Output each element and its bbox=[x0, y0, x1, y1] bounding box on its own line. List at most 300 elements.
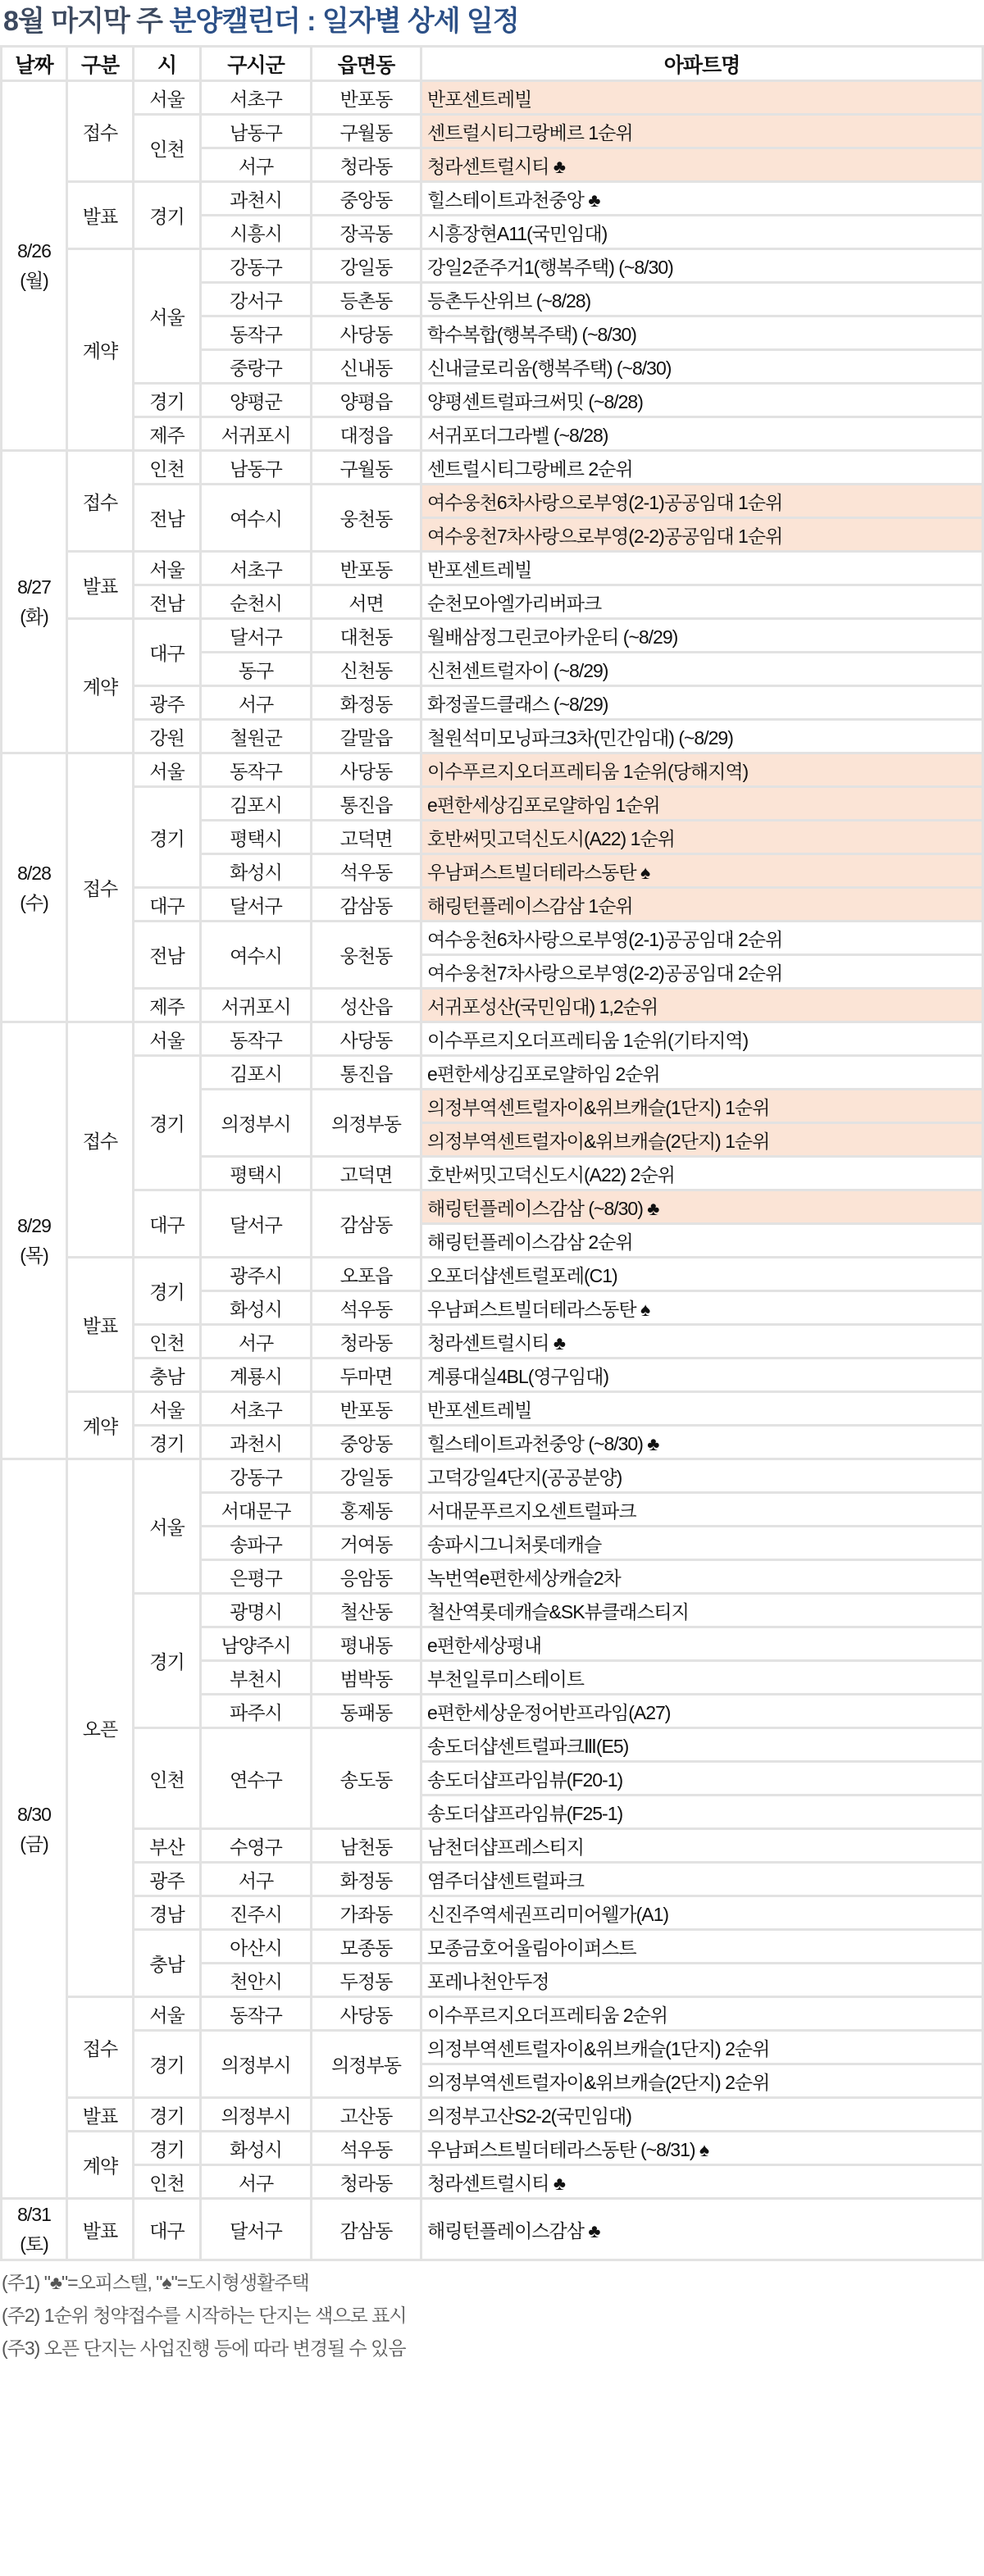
table-row bbox=[2, 1728, 983, 1762]
apartment-cell: 의정부역센트럴자이&위브캐슬(1단지) 1순위 bbox=[421, 1090, 983, 1123]
type-cell: 계약 bbox=[67, 249, 134, 451]
gu-cell: 계룡시 bbox=[201, 1359, 312, 1392]
dong-cell: 대정읍 bbox=[312, 417, 421, 451]
gu-cell: 김포시 bbox=[201, 1056, 312, 1090]
apartment-cell: 여수웅천7차사랑으로부영(2-2)공공임대 1순위 bbox=[421, 518, 983, 552]
table-row bbox=[2, 384, 983, 417]
type-cell: 접수 bbox=[67, 451, 134, 552]
dong-cell: 동패동 bbox=[312, 1695, 421, 1728]
si-cell: 부산 bbox=[134, 1829, 201, 1863]
apartment-cell: 여수웅천6차사랑으로부영(2-1)공공임대 1순위 bbox=[421, 485, 983, 518]
table-row bbox=[2, 1459, 983, 1493]
gu-cell: 남동구 bbox=[201, 115, 312, 148]
dong-cell: 구월동 bbox=[312, 451, 421, 485]
dong-cell: 석우동 bbox=[312, 854, 421, 888]
apartment-cell: 반포센트레빌 bbox=[421, 552, 983, 585]
apartment-cell: 송도더샵센트럴파크Ⅲ(E5) bbox=[421, 1728, 983, 1762]
apartment-cell: 순천모아엘가리버파크 bbox=[421, 585, 983, 619]
si-cell: 대구 bbox=[134, 888, 201, 922]
apartment-cell: 반포센트레빌 bbox=[421, 1392, 983, 1426]
si-cell: 서울 bbox=[134, 1392, 201, 1426]
header-gu: 구시군 bbox=[201, 47, 312, 81]
table-row bbox=[2, 1997, 983, 2031]
footnotes bbox=[0, 2261, 984, 2364]
gu-cell: 달서구 bbox=[201, 619, 312, 653]
gu-cell: 아산시 bbox=[201, 1930, 312, 1964]
table-row bbox=[2, 720, 983, 753]
si-cell: 대구 bbox=[134, 619, 201, 686]
gu-cell: 김포시 bbox=[201, 787, 312, 821]
apartment-cell: 신천센트럴자이 (~8/29) bbox=[421, 653, 983, 686]
gu-cell: 평택시 bbox=[201, 821, 312, 854]
dong-cell: 오포읍 bbox=[312, 1258, 421, 1291]
si-cell: 경기 bbox=[134, 182, 201, 249]
gu-cell: 강동구 bbox=[201, 1459, 312, 1493]
dong-cell: 사당동 bbox=[312, 753, 421, 787]
gu-cell: 의정부시 bbox=[201, 2098, 312, 2132]
dong-cell: 감삼동 bbox=[312, 2199, 421, 2260]
date-cell bbox=[2, 1022, 67, 1459]
apartment-cell: 이수푸르지오더프레티움 1순위(당해지역) bbox=[421, 753, 983, 787]
dong-cell: 의정부동 bbox=[312, 2031, 421, 2098]
apartment-cell: 염주더샵센트럴파크 bbox=[421, 1863, 983, 1896]
gu-cell: 서구 bbox=[201, 1325, 312, 1359]
apartment-cell: 남천더샵프레스티지 bbox=[421, 1829, 983, 1863]
type-cell: 접수 bbox=[67, 1022, 134, 1258]
si-cell: 제주 bbox=[134, 417, 201, 451]
date-cell bbox=[2, 451, 67, 753]
si-cell: 대구 bbox=[134, 1190, 201, 1258]
date-value: 8/27 bbox=[17, 576, 51, 598]
header-si: 시 bbox=[134, 47, 201, 81]
apartment-cell: 월배삼정그린코아카운티 (~8/29) bbox=[421, 619, 983, 653]
dong-cell: 신천동 bbox=[312, 653, 421, 686]
type-cell: 발표 bbox=[67, 2199, 134, 2260]
si-cell: 전남 bbox=[134, 485, 201, 552]
table-row bbox=[2, 787, 983, 821]
apartment-cell: 서귀포성산(국민임대) 1,2순위 bbox=[421, 989, 983, 1022]
type-cell: 계약 bbox=[67, 1392, 134, 1459]
dong-cell: 화정동 bbox=[312, 1863, 421, 1896]
apartment-cell: 송도더샵프라임뷰(F20-1) bbox=[421, 1762, 983, 1795]
dong-cell: 감삼동 bbox=[312, 1190, 421, 1258]
date-value: 8/31 bbox=[17, 2204, 51, 2225]
si-cell: 대구 bbox=[134, 2199, 201, 2260]
apartment-cell: 서대문푸르지오센트럴파크 bbox=[421, 1493, 983, 1527]
dong-cell: 신내동 bbox=[312, 350, 421, 384]
si-cell: 충남 bbox=[134, 1930, 201, 1997]
si-cell: 서울 bbox=[134, 249, 201, 384]
date-weekday: (화) bbox=[20, 606, 48, 627]
gu-cell: 과천시 bbox=[201, 182, 312, 216]
apartment-cell: 포레나천안두정 bbox=[421, 1964, 983, 1997]
date-weekday: (금) bbox=[20, 1832, 48, 1855]
type-cell: 발표 bbox=[67, 1258, 134, 1392]
dong-cell: 청라동 bbox=[312, 1325, 421, 1359]
apartment-cell: 여수웅천6차사랑으로부영(2-1)공공임대 2순위 bbox=[421, 922, 983, 955]
gu-cell: 송파구 bbox=[201, 1527, 312, 1560]
table-row bbox=[2, 619, 983, 653]
date-weekday: (수) bbox=[20, 891, 48, 913]
si-cell: 경남 bbox=[134, 1896, 201, 1930]
dong-cell: 청라동 bbox=[312, 2165, 421, 2199]
table-row bbox=[2, 417, 983, 451]
si-cell: 전남 bbox=[134, 585, 201, 619]
apartment-cell: 청라센트럴시티 ♣ bbox=[421, 2165, 983, 2199]
footnote: (주2) 1순위 청약접수를 시작하는 단지는 색으로 표시 bbox=[2, 2305, 407, 2326]
apartment-cell: 등촌두산위브 (~8/28) bbox=[421, 283, 983, 316]
type-cell: 발표 bbox=[67, 2098, 134, 2132]
table-row bbox=[2, 1190, 983, 1224]
table-row bbox=[2, 2098, 983, 2132]
dong-cell: 등촌동 bbox=[312, 283, 421, 316]
gu-cell: 서초구 bbox=[201, 1392, 312, 1426]
table-header-row bbox=[2, 47, 983, 81]
apartment-cell: 힐스테이트과천중앙 ♣ bbox=[421, 182, 983, 216]
gu-cell: 화성시 bbox=[201, 854, 312, 888]
si-cell: 서울 bbox=[134, 1022, 201, 1056]
table-row bbox=[2, 249, 983, 283]
apartment-cell: 철산역롯데캐슬&SK뷰클래스티지 bbox=[421, 1594, 983, 1627]
dong-cell: 장곡동 bbox=[312, 216, 421, 249]
date-value: 8/29 bbox=[17, 1215, 51, 1236]
table-row bbox=[2, 922, 983, 955]
dong-cell: 반포동 bbox=[312, 552, 421, 585]
dong-cell: 화정동 bbox=[312, 686, 421, 720]
apartment-cell: 강일2준주거1(행복주택) (~8/30) bbox=[421, 249, 983, 283]
table-row bbox=[2, 115, 983, 148]
dong-cell: 고덕면 bbox=[312, 1157, 421, 1190]
apartment-cell: 계룡대실4BL(영구임대) bbox=[421, 1359, 983, 1392]
gu-cell: 달서구 bbox=[201, 1190, 312, 1258]
table-row bbox=[2, 451, 983, 485]
schedule-table bbox=[0, 45, 984, 2261]
dong-cell: 반포동 bbox=[312, 1392, 421, 1426]
gu-cell: 중랑구 bbox=[201, 350, 312, 384]
gu-cell: 동작구 bbox=[201, 316, 312, 350]
dong-cell: 평내동 bbox=[312, 1627, 421, 1661]
dong-cell: 서면 bbox=[312, 585, 421, 619]
si-cell: 인천 bbox=[134, 2165, 201, 2199]
gu-cell: 시흥시 bbox=[201, 216, 312, 249]
date-value: 8/28 bbox=[17, 862, 51, 884]
page-title-main: 분양캘린더 : 일자별 상세 일정 bbox=[169, 6, 519, 37]
gu-cell: 수영구 bbox=[201, 1829, 312, 1863]
gu-cell: 은평구 bbox=[201, 1560, 312, 1594]
gu-cell: 연수구 bbox=[201, 1728, 312, 1829]
apartment-cell: 우남퍼스트빌더테라스동탄 ♠ bbox=[421, 854, 983, 888]
table-row bbox=[2, 1829, 983, 1863]
table-row bbox=[2, 1594, 983, 1627]
apartment-cell: 해링턴플레이스감삼 2순위 bbox=[421, 1224, 983, 1258]
si-cell: 경기 bbox=[134, 787, 201, 888]
dong-cell: 반포동 bbox=[312, 81, 421, 115]
si-cell: 경기 bbox=[134, 1056, 201, 1190]
date-weekday: (월) bbox=[20, 270, 48, 291]
apartment-cell: 청라센트럴시티 ♣ bbox=[421, 148, 983, 182]
table-row bbox=[2, 552, 983, 585]
table-row bbox=[2, 888, 983, 922]
dong-cell: 석우동 bbox=[312, 1291, 421, 1325]
dong-cell: 사당동 bbox=[312, 1997, 421, 2031]
dong-cell: 양평읍 bbox=[312, 384, 421, 417]
apartment-cell: 센트럴시티그랑베르 2순위 bbox=[421, 451, 983, 485]
apartment-cell: 이수푸르지오더프레티움 2순위 bbox=[421, 1997, 983, 2031]
apartment-cell: 해링턴플레이스감삼 (~8/30) ♣ bbox=[421, 1190, 983, 1224]
table-row bbox=[2, 753, 983, 787]
apartment-cell: 서귀포더그라벨 (~8/28) bbox=[421, 417, 983, 451]
gu-cell: 서초구 bbox=[201, 81, 312, 115]
gu-cell: 광주시 bbox=[201, 1258, 312, 1291]
date-value: 8/26 bbox=[17, 240, 51, 262]
table-row bbox=[2, 2165, 983, 2199]
gu-cell: 달서구 bbox=[201, 888, 312, 922]
type-cell: 계약 bbox=[67, 619, 134, 753]
gu-cell: 부천시 bbox=[201, 1661, 312, 1695]
apartment-cell: 호반써밋고덕신도시(A22) 2순위 bbox=[421, 1157, 983, 1190]
table-row bbox=[2, 1258, 983, 1291]
table-row bbox=[2, 1056, 983, 1090]
gu-cell: 남동구 bbox=[201, 451, 312, 485]
table-row bbox=[2, 81, 983, 115]
gu-cell: 서귀포시 bbox=[201, 989, 312, 1022]
apartment-cell: 녹번역e편한세상캐슬2차 bbox=[421, 1560, 983, 1594]
dong-cell: 통진읍 bbox=[312, 787, 421, 821]
table-row bbox=[2, 1863, 983, 1896]
si-cell: 인천 bbox=[134, 451, 201, 485]
apartment-cell: 청라센트럴시티 ♣ bbox=[421, 1325, 983, 1359]
gu-cell: 동구 bbox=[201, 653, 312, 686]
date-cell bbox=[2, 81, 67, 451]
dong-cell: 청라동 bbox=[312, 148, 421, 182]
apartment-cell: 센트럴시티그랑베르 1순위 bbox=[421, 115, 983, 148]
gu-cell: 서귀포시 bbox=[201, 417, 312, 451]
apartment-cell: 오포더샵센트럴포레(C1) bbox=[421, 1258, 983, 1291]
apartment-cell: 신내글로리움(행복주택) (~8/30) bbox=[421, 350, 983, 384]
dong-cell: 대천동 bbox=[312, 619, 421, 653]
apartment-cell: 시흥장현A11(국민임대) bbox=[421, 216, 983, 249]
table-row bbox=[2, 1426, 983, 1459]
dong-cell: 사당동 bbox=[312, 316, 421, 350]
apartment-cell: 신진주역세권프리미어웰가(A1) bbox=[421, 1896, 983, 1930]
si-cell: 경기 bbox=[134, 1594, 201, 1728]
table-row bbox=[2, 2031, 983, 2064]
apartment-cell: 학수복합(행복주택) (~8/30) bbox=[421, 316, 983, 350]
apartment-cell: 이수푸르지오더프레티움 1순위(기타지역) bbox=[421, 1022, 983, 1056]
footnote: (주1) "♣"=오피스텔, "♠"=도시형생활주택 bbox=[2, 2272, 309, 2293]
apartment-cell: 힐스테이트과천중앙 (~8/30) ♣ bbox=[421, 1426, 983, 1459]
dong-cell: 웅천동 bbox=[312, 485, 421, 552]
header-dong: 읍면동 bbox=[312, 47, 421, 81]
gu-cell: 서구 bbox=[201, 1863, 312, 1896]
apartment-cell: 반포센트레빌 bbox=[421, 81, 983, 115]
si-cell: 광주 bbox=[134, 1863, 201, 1896]
apartment-cell: 모종금호어울림아이퍼스트 bbox=[421, 1930, 983, 1964]
dong-cell: 의정부동 bbox=[312, 1090, 421, 1157]
dong-cell: 중앙동 bbox=[312, 1426, 421, 1459]
table-body bbox=[2, 81, 983, 2260]
type-cell: 접수 bbox=[67, 1997, 134, 2098]
si-cell: 전남 bbox=[134, 922, 201, 989]
apartment-cell: 의정부역센트럴자이&위브캐슬(2단지) 2순위 bbox=[421, 2064, 983, 2098]
table-row bbox=[2, 182, 983, 216]
gu-cell: 남양주시 bbox=[201, 1627, 312, 1661]
gu-cell: 양평군 bbox=[201, 384, 312, 417]
table-row bbox=[2, 1392, 983, 1426]
apartment-cell: 고덕강일4단지(공공분양) bbox=[421, 1459, 983, 1493]
dong-cell: 범박동 bbox=[312, 1661, 421, 1695]
dong-cell: 거여동 bbox=[312, 1527, 421, 1560]
si-cell: 강원 bbox=[134, 720, 201, 753]
header-date: 날짜 bbox=[2, 47, 67, 81]
dong-cell: 구월동 bbox=[312, 115, 421, 148]
dong-cell: 성산읍 bbox=[312, 989, 421, 1022]
gu-cell: 여수시 bbox=[201, 922, 312, 989]
dong-cell: 갈말읍 bbox=[312, 720, 421, 753]
dong-cell: 웅천동 bbox=[312, 922, 421, 989]
page-title bbox=[0, 0, 984, 45]
si-cell: 서울 bbox=[134, 1997, 201, 2031]
gu-cell: 동작구 bbox=[201, 1997, 312, 2031]
gu-cell: 동작구 bbox=[201, 1022, 312, 1056]
si-cell: 인천 bbox=[134, 115, 201, 182]
apartment-cell: 여수웅천7차사랑으로부영(2-2)공공임대 2순위 bbox=[421, 955, 983, 989]
gu-cell: 철원군 bbox=[201, 720, 312, 753]
type-cell: 발표 bbox=[67, 182, 134, 249]
gu-cell: 강동구 bbox=[201, 249, 312, 283]
si-cell: 경기 bbox=[134, 384, 201, 417]
gu-cell: 과천시 bbox=[201, 1426, 312, 1459]
type-cell: 계약 bbox=[67, 2132, 134, 2199]
si-cell: 경기 bbox=[134, 2132, 201, 2165]
table-row bbox=[2, 485, 983, 518]
gu-cell: 화성시 bbox=[201, 1291, 312, 1325]
dong-cell: 송도동 bbox=[312, 1728, 421, 1829]
gu-cell: 서초구 bbox=[201, 552, 312, 585]
apartment-cell: e편한세상김포로얄하임 1순위 bbox=[421, 787, 983, 821]
dong-cell: 가좌동 bbox=[312, 1896, 421, 1930]
header-apartment: 아파트명 bbox=[421, 47, 983, 81]
page-title-week: 8월 마지막 주 bbox=[3, 6, 170, 37]
dong-cell: 감삼동 bbox=[312, 888, 421, 922]
apartment-cell: 송도더샵프라임뷰(F25-1) bbox=[421, 1795, 983, 1829]
date-value: 8/30 bbox=[17, 1803, 51, 1825]
gu-cell: 광명시 bbox=[201, 1594, 312, 1627]
dong-cell: 강일동 bbox=[312, 1459, 421, 1493]
gu-cell: 서구 bbox=[201, 2165, 312, 2199]
apartment-cell: e편한세상평내 bbox=[421, 1627, 983, 1661]
dong-cell: 모종동 bbox=[312, 1930, 421, 1964]
apartment-cell: 해링턴플레이스감삼 1순위 bbox=[421, 888, 983, 922]
date-weekday: (목) bbox=[20, 1245, 48, 1266]
date-weekday: (토) bbox=[20, 2233, 48, 2255]
dong-cell: 통진읍 bbox=[312, 1056, 421, 1090]
si-cell: 경기 bbox=[134, 1258, 201, 1325]
gu-cell: 파주시 bbox=[201, 1695, 312, 1728]
apartment-cell: 우남퍼스트빌더테라스동탄 (~8/31) ♠ bbox=[421, 2132, 983, 2165]
apartment-cell: 우남퍼스트빌더테라스동탄 ♠ bbox=[421, 1291, 983, 1325]
si-cell: 경기 bbox=[134, 2031, 201, 2098]
dong-cell: 두마면 bbox=[312, 1359, 421, 1392]
gu-cell: 서대문구 bbox=[201, 1493, 312, 1527]
date-cell bbox=[2, 2199, 67, 2260]
apartment-cell: 의정부역센트럴자이&위브캐슬(2단지) 1순위 bbox=[421, 1123, 983, 1157]
gu-cell: 의정부시 bbox=[201, 2031, 312, 2098]
si-cell: 경기 bbox=[134, 1426, 201, 1459]
table-row bbox=[2, 1022, 983, 1056]
gu-cell: 서구 bbox=[201, 686, 312, 720]
dong-cell: 고덕면 bbox=[312, 821, 421, 854]
apartment-cell: 호반써밋고덕신도시(A22) 1순위 bbox=[421, 821, 983, 854]
table-row bbox=[2, 2132, 983, 2165]
apartment-cell: e편한세상김포로얄하임 2순위 bbox=[421, 1056, 983, 1090]
apartment-cell: 양평센트럴파크써밋 (~8/28) bbox=[421, 384, 983, 417]
table-row bbox=[2, 1359, 983, 1392]
type-cell: 접수 bbox=[67, 81, 134, 182]
si-cell: 서울 bbox=[134, 552, 201, 585]
date-cell bbox=[2, 753, 67, 1022]
gu-cell: 의정부시 bbox=[201, 1090, 312, 1157]
apartment-cell: 의정부고산S2-2(국민임대) bbox=[421, 2098, 983, 2132]
dong-cell: 응암동 bbox=[312, 1560, 421, 1594]
dong-cell: 석우동 bbox=[312, 2132, 421, 2165]
si-cell: 인천 bbox=[134, 1325, 201, 1359]
dong-cell: 중앙동 bbox=[312, 182, 421, 216]
table-row bbox=[2, 585, 983, 619]
si-cell: 광주 bbox=[134, 686, 201, 720]
dong-cell: 철산동 bbox=[312, 1594, 421, 1627]
si-cell: 충남 bbox=[134, 1359, 201, 1392]
si-cell: 제주 bbox=[134, 989, 201, 1022]
dong-cell: 강일동 bbox=[312, 249, 421, 283]
si-cell: 서울 bbox=[134, 81, 201, 115]
table-row bbox=[2, 2199, 983, 2260]
type-cell: 접수 bbox=[67, 753, 134, 1022]
header-type: 구분 bbox=[67, 47, 134, 81]
apartment-cell: 해링턴플레이스감삼 ♣ bbox=[421, 2199, 983, 2260]
apartment-cell: 의정부역센트럴자이&위브캐슬(1단지) 2순위 bbox=[421, 2031, 983, 2064]
gu-cell: 화성시 bbox=[201, 2132, 312, 2165]
apartment-cell: 송파시그니처롯데캐슬 bbox=[421, 1527, 983, 1560]
gu-cell: 서구 bbox=[201, 148, 312, 182]
apartment-cell: 부천일루미스테이트 bbox=[421, 1661, 983, 1695]
gu-cell: 평택시 bbox=[201, 1157, 312, 1190]
dong-cell: 두정동 bbox=[312, 1964, 421, 1997]
table-row bbox=[2, 989, 983, 1022]
si-cell: 서울 bbox=[134, 753, 201, 787]
table-row bbox=[2, 686, 983, 720]
type-cell: 오픈 bbox=[67, 1459, 134, 1997]
dong-cell: 홍제동 bbox=[312, 1493, 421, 1527]
si-cell: 인천 bbox=[134, 1728, 201, 1829]
gu-cell: 달서구 bbox=[201, 2199, 312, 2260]
apartment-cell: 화정골드클래스 (~8/29) bbox=[421, 686, 983, 720]
footnote: (주3) 오픈 단지는 사업진행 등에 따라 변경될 수 있음 bbox=[2, 2337, 406, 2359]
table-row bbox=[2, 1896, 983, 1930]
dong-cell: 고산동 bbox=[312, 2098, 421, 2132]
table-row bbox=[2, 1930, 983, 1964]
dong-cell: 남천동 bbox=[312, 1829, 421, 1863]
gu-cell: 강서구 bbox=[201, 283, 312, 316]
type-cell: 발표 bbox=[67, 552, 134, 619]
gu-cell: 순천시 bbox=[201, 585, 312, 619]
apartment-cell: e편한세상운정어반프라임(A27) bbox=[421, 1695, 983, 1728]
si-cell: 서울 bbox=[134, 1459, 201, 1594]
si-cell: 경기 bbox=[134, 2098, 201, 2132]
gu-cell: 진주시 bbox=[201, 1896, 312, 1930]
date-cell bbox=[2, 1459, 67, 2199]
table-row bbox=[2, 1325, 983, 1359]
